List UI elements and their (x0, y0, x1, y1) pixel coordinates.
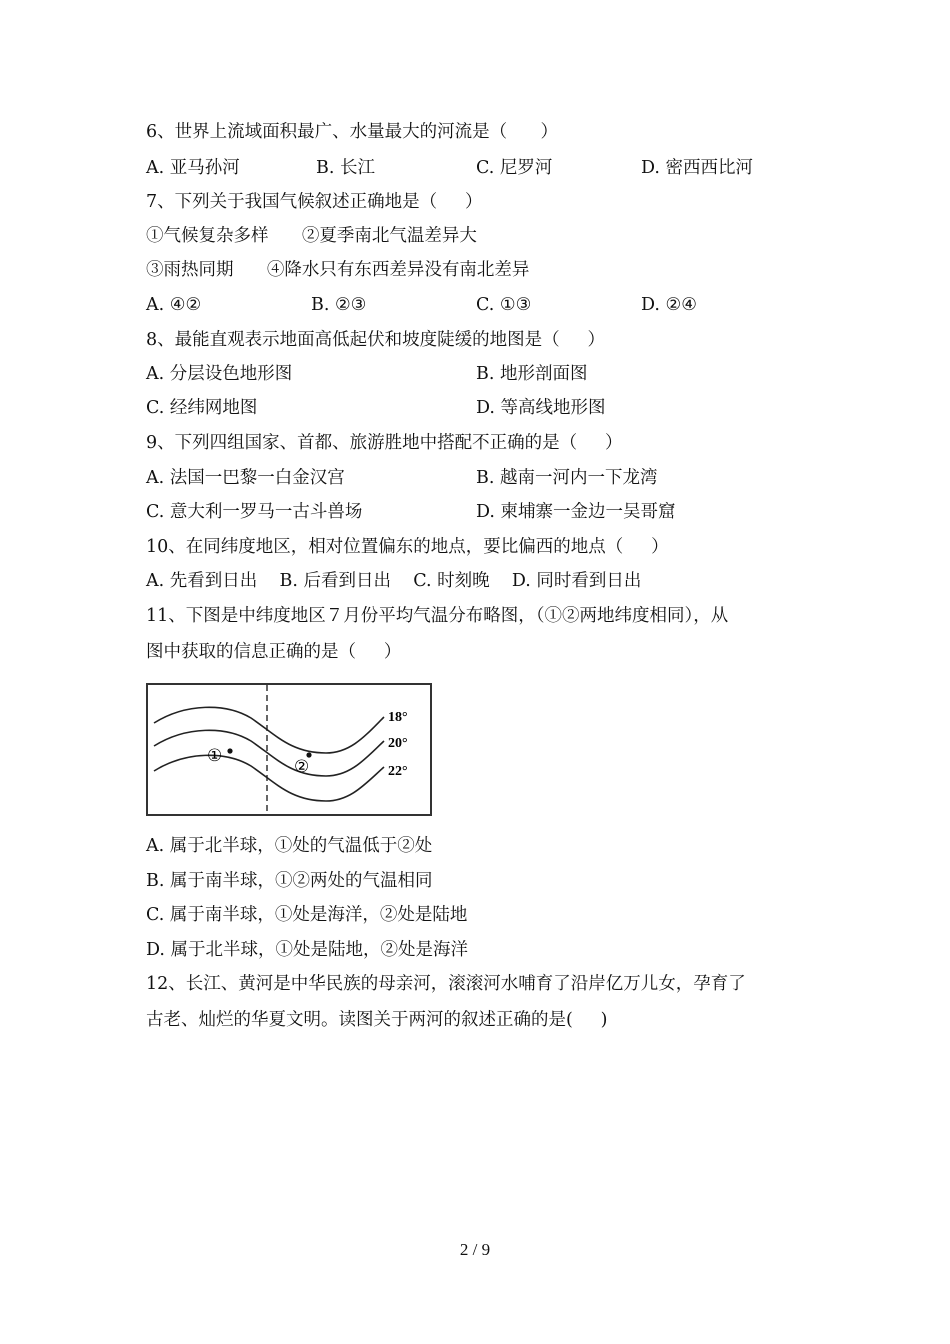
q7-stem: 7、下列关于我国气候叙述正确地是（ ） (146, 192, 483, 212)
q7-option-a: A. ④② (146, 295, 202, 315)
q9-option-d: D. 柬埔寨一金边一吴哥窟 (476, 502, 676, 522)
point-1-dot (227, 748, 232, 753)
q11-option-a: A. 属于北半球，①处的气温低于②处 (146, 836, 433, 856)
q6-option-a: A. 亚马孙河 (146, 158, 240, 178)
q6-option-d: D. 密西西比河 (641, 158, 754, 178)
q9-option-b: B. 越南一河内一下龙湾 (476, 468, 658, 488)
isotherm-figure (146, 683, 432, 816)
isotherm-label-20: 20° (388, 736, 408, 751)
q6-option-b: B. 长江 (316, 158, 375, 178)
q7-statement-1: ①气候复杂多样 ②夏季南北气温差异大 (146, 226, 477, 246)
q10-options: A. 先看到日出 B. 后看到日出 C. 时刻晚 D. 同时看到日出 (146, 571, 642, 591)
q9-option-c: C. 意大利一罗马一古斗兽场 (146, 502, 363, 522)
q11-stem-line-1: 11、下图是中纬度地区７月份平均气温分布略图，（①②两地纬度相同），从 (146, 606, 729, 626)
q8-stem: 8、最能直观表示地面高低起伏和坡度陡缓的地图是（ ） (146, 330, 605, 350)
q8-option-b: B. 地形剖面图 (476, 364, 588, 384)
q8-option-a: A. 分层设色地形图 (146, 364, 293, 384)
q9-option-a: A. 法国一巴黎一白金汉宫 (146, 468, 345, 488)
isotherm-label-18: 18° (388, 710, 408, 725)
q11-option-d: D. 属于北半球，①处是陆地，②处是海洋 (146, 940, 469, 960)
q6-stem: 6、世界上流域面积最广、水量最大的河流是（ ） (146, 122, 559, 142)
q11-option-c: C. 属于南半球，①处是海洋，②处是陆地 (146, 905, 468, 925)
q7-statement-2: ③雨热同期 ④降水只有东西差异没有南北差异 (146, 260, 530, 280)
point-2-label: ② (294, 757, 310, 777)
q11-stem-line-2: 图中获取的信息正确的是（ ） (146, 642, 402, 662)
q12-stem-line-1: 12、长江、黄河是中华民族的母亲河，滚滚河水哺育了沿岸亿万儿女，孕育了 (146, 974, 746, 994)
q7-option-b: B. ②③ (311, 295, 367, 315)
q10-stem: 10、在同纬度地区，相对位置偏东的地点，要比偏西的地点（ ） (146, 537, 669, 557)
q7-option-c: C. ①③ (476, 295, 532, 315)
page-number: 2 / 9 (459, 1240, 491, 1259)
q7-option-d: D. ②④ (641, 295, 697, 315)
isotherm-label-22: 22° (388, 764, 408, 779)
point-1-label: ① (207, 746, 223, 766)
q6-option-c: C. 尼罗河 (476, 158, 553, 178)
q9-stem: 9、下列四组国家、首都、旅游胜地中搭配不正确的是（ ） (146, 433, 623, 453)
q8-option-d: D. 等高线地形图 (476, 398, 606, 418)
q8-option-c: C. 经纬网地图 (146, 398, 258, 418)
q12-stem-line-2: 古老、灿烂的华夏文明。读图关于两河的叙述正确的是( ) (146, 1010, 608, 1030)
q11-option-b: B. 属于南半球，①②两处的气温相同 (146, 871, 433, 891)
